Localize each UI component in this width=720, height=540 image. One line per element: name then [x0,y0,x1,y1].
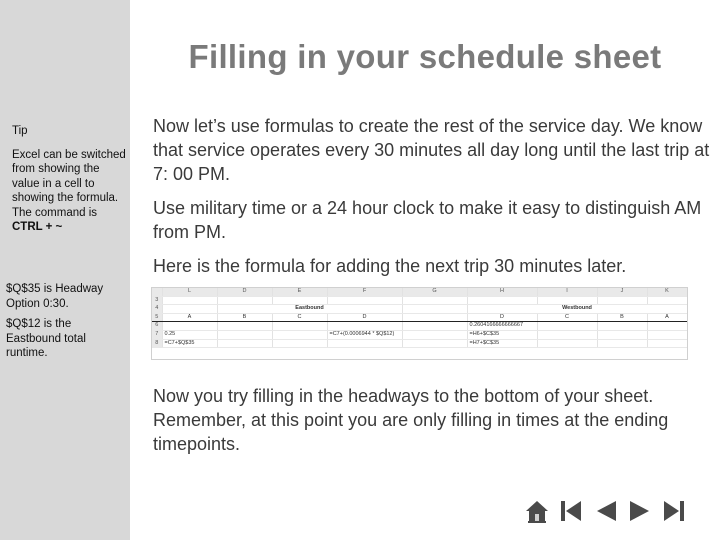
cell-h6: 0.2604166666666667 [467,322,537,331]
spreadsheet-screenshot [151,287,688,360]
row-number: 4 [152,305,162,314]
column-header: D [217,288,272,296]
cell-h7: =H6+$C$35 [467,330,537,339]
table-row [152,313,687,322]
column-header-row [152,288,687,296]
note-runtime: $Q$12 is the Eastbound total runtime. [6,318,86,359]
note-headway: $Q$35 is Headway Option 0:30. [6,283,104,310]
tip-command: CTRL + ~ [12,221,63,233]
paragraph-military-time: Use military time or a 24 hour clock to make it easy to distinguish AM from PM. [153,198,702,242]
timepoint-cell: D [467,313,537,322]
page-title: Filling in your schedule sheet [188,38,662,75]
cell-l7: 0.25 [162,330,217,339]
table-row [152,330,687,339]
column-header: H [467,288,537,296]
column-header: K [647,288,687,296]
eastbound-label: Eastbound [217,305,402,314]
home-button[interactable] [523,497,550,524]
cell-f7: =C7+(0.0006944 * $Q$12) [327,330,402,339]
corner-cell [152,288,162,296]
timepoint-cell: A [647,313,687,322]
tip-body: Excel can be switched from showing the value in a cell to showing the formula. The command is [12,148,126,219]
previous-slide-button[interactable] [592,497,619,524]
first-slide-icon [559,499,583,523]
paragraph-try-it: Now you try filling in the headways to the bottom of your sheet. Remember, at this point you are only filling in times at the ending timepoints. [153,386,669,454]
timepoint-cell: B [217,313,272,322]
cell-h8: =H7+$C$35 [467,339,537,348]
last-slide-button[interactable] [660,497,687,524]
timepoint-cell: C [537,313,597,322]
westbound-label: Westbound [467,305,687,314]
row-number: 3 [152,296,162,305]
timepoint-cell [402,313,467,322]
column-header: F [327,288,402,296]
previous-slide-icon [594,499,618,523]
table-row [152,339,687,348]
table-row [152,305,687,314]
tip-heading: Tip [12,125,28,137]
row-number: 8 [152,339,162,348]
last-slide-icon [662,499,686,523]
table-row [152,322,687,331]
timepoint-cell: A [162,313,217,322]
column-header: I [537,288,597,296]
table-row [152,296,687,305]
column-header: L [162,288,217,296]
cell-l8: =C7+$Q$35 [162,339,217,348]
next-slide-button[interactable] [626,497,653,524]
row-number: 7 [152,330,162,339]
first-slide-button[interactable] [557,497,584,524]
timepoint-cell: B [597,313,647,322]
paragraph-formula-intro: Here is the formula for adding the next trip 30 minutes later. [153,256,627,276]
paragraph-formulas: Now let’s use formulas to create the rest of the service day. We know that service operates every 30 minutes all day long until the last trip at 7: 00 PM. [153,116,710,184]
left-sidebar [0,0,130,540]
tip-box [12,124,126,235]
column-header: E [272,288,327,296]
home-icon [525,499,549,523]
row-number: 6 [152,322,162,331]
row-number: 5 [152,313,162,322]
timepoint-cell: D [327,313,402,322]
next-slide-icon [628,499,652,523]
column-header: G [402,288,467,296]
column-header: J [597,288,647,296]
timepoint-cell: C [272,313,327,322]
